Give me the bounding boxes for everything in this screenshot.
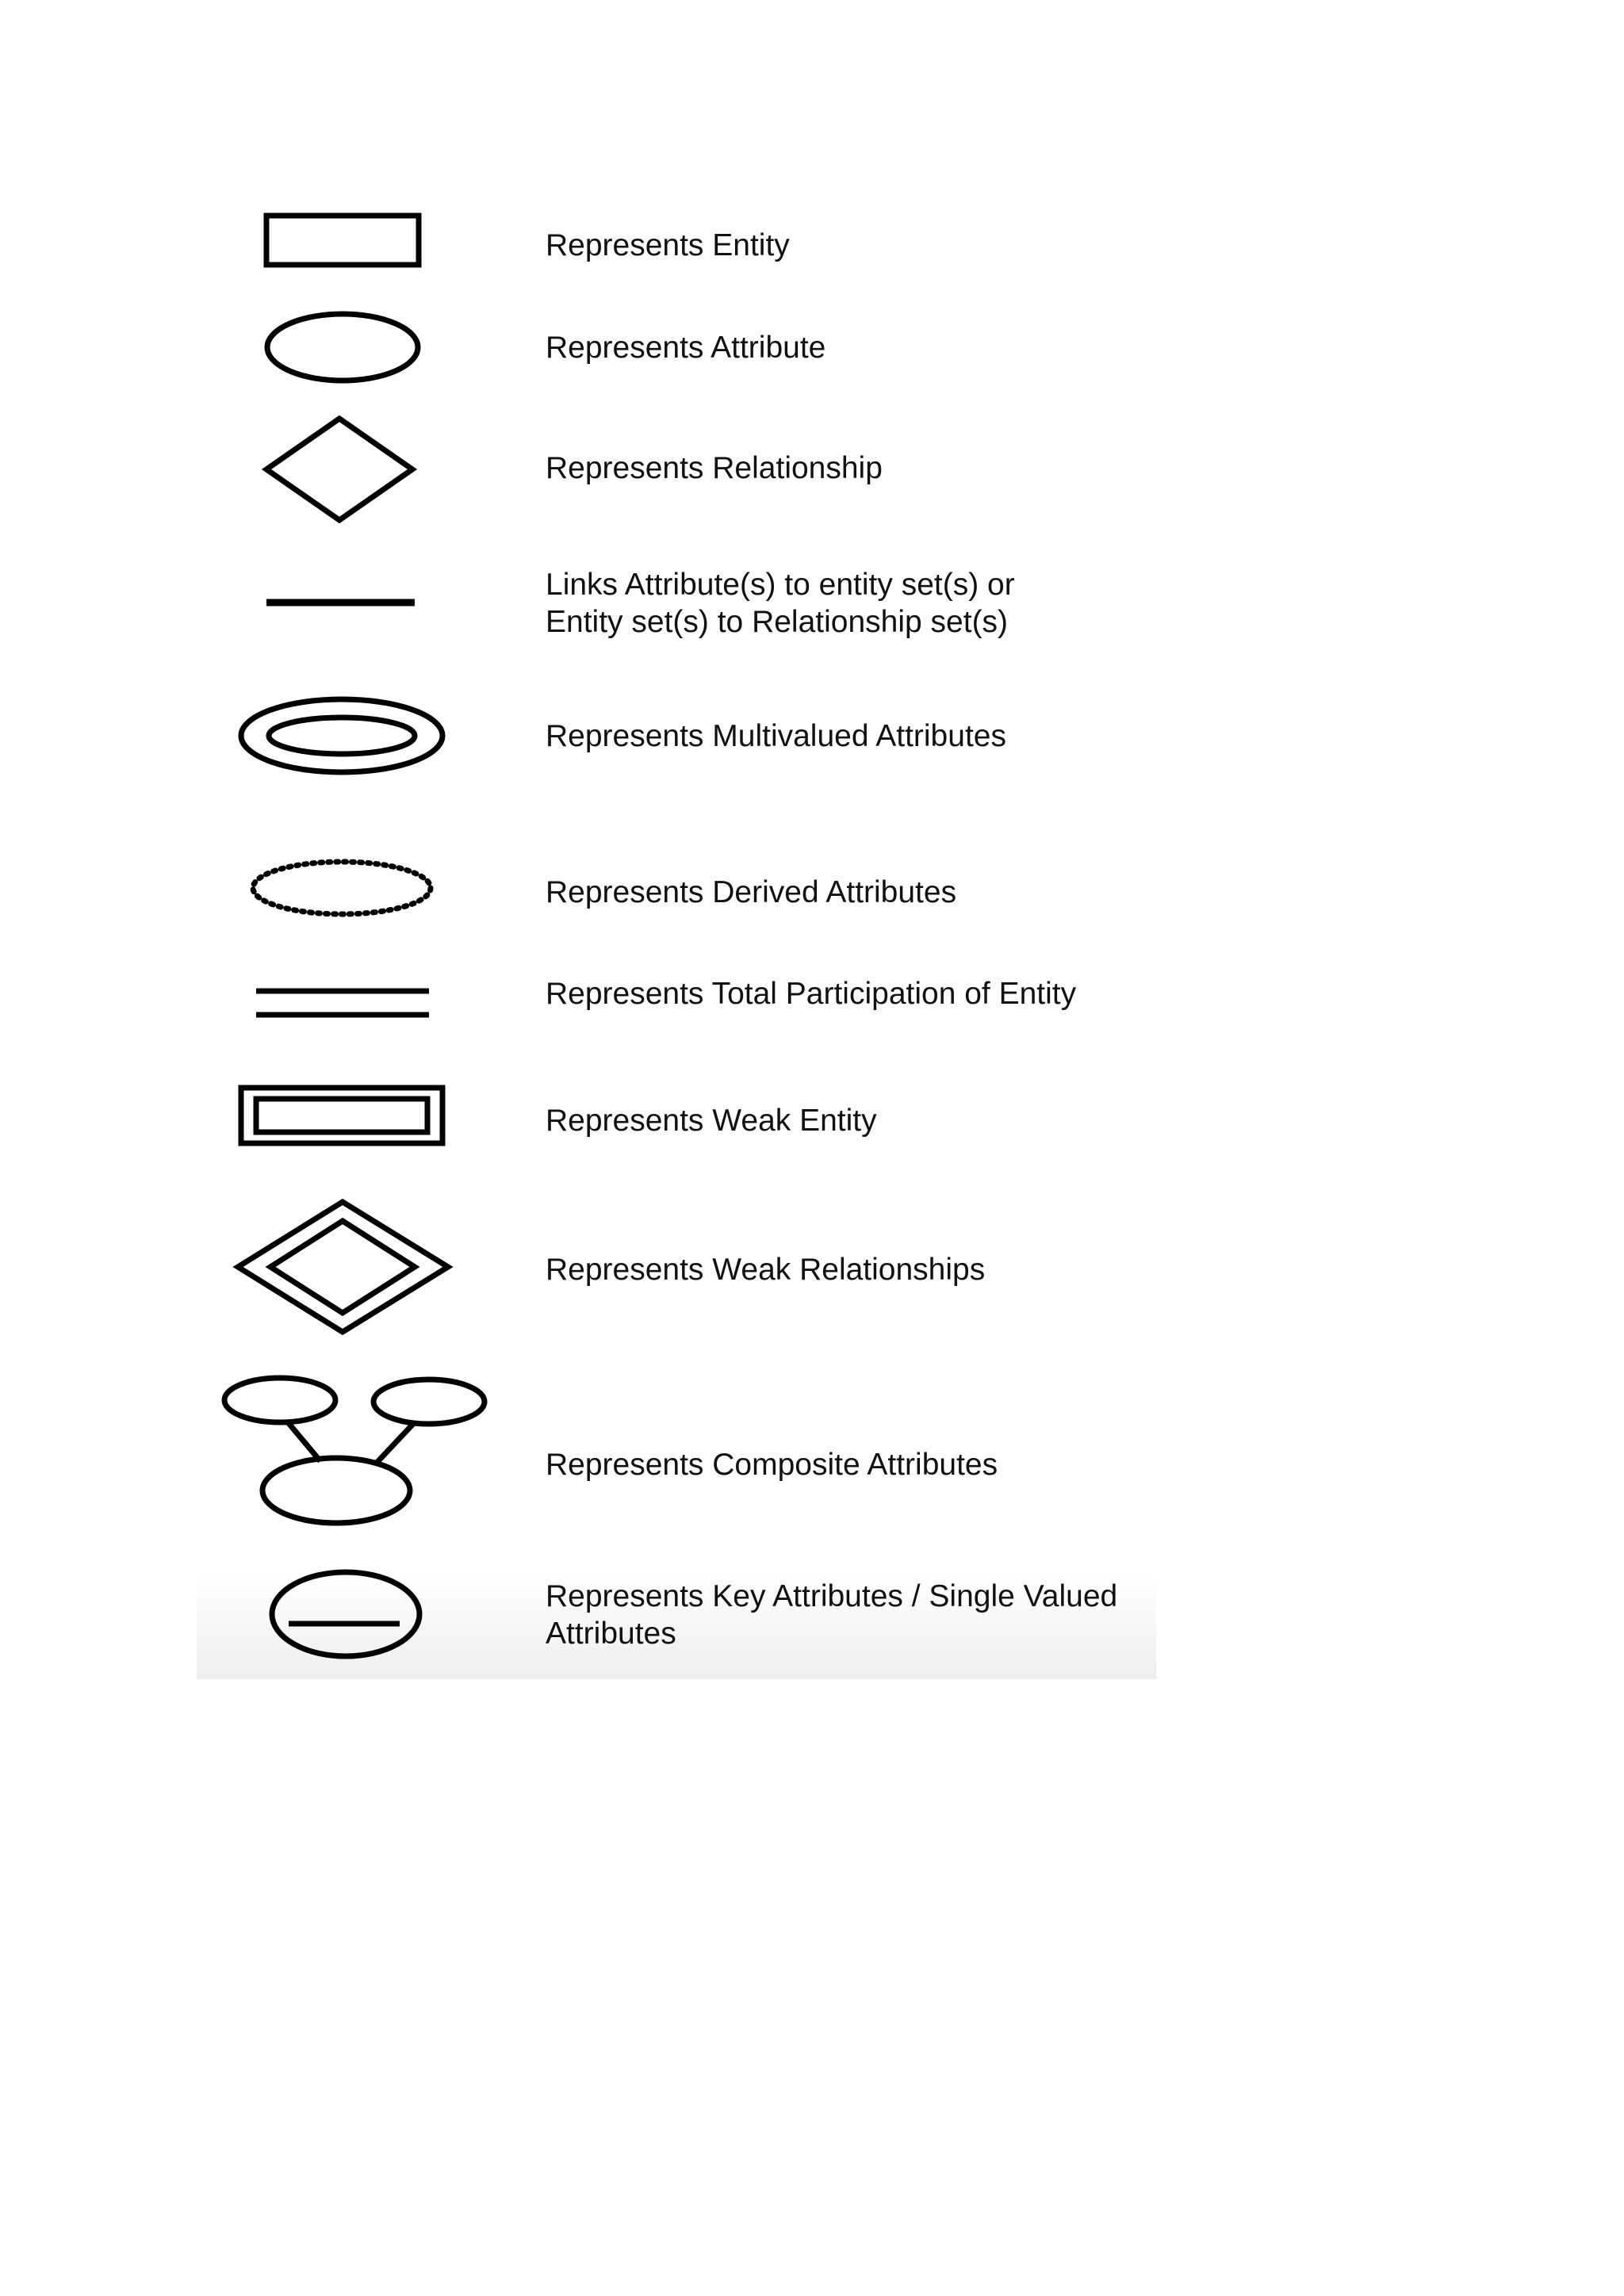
- legend-label-weak-relationship: Represents Weak Relationships: [546, 1253, 986, 1287]
- legend-label-composite: Represents Composite Attributes: [546, 1448, 998, 1482]
- legend-label-weak-entity: Represents Weak Entity: [546, 1104, 877, 1138]
- legend-label-multivalued: Represents Multivalued Attributes: [546, 719, 1006, 753]
- total-participation-double-line-icon: [256, 991, 429, 1015]
- entity-rectangle-icon: [266, 216, 419, 265]
- weak-relationship-double-diamond-icon: [238, 1202, 448, 1332]
- key-attribute-ellipse-icon: [272, 1572, 419, 1656]
- legend-label-entity: Represents Entity: [546, 228, 790, 262]
- legend-label-relationship: Represents Relationship: [546, 451, 883, 485]
- legend-label-attribute: Represents Attribute: [546, 331, 826, 365]
- legend-label-derived: Represents Derived Attributes: [546, 875, 957, 909]
- legend-label-link: Links Attribute(s) to entity set(s) or Entity set(s) to Relationship set(s): [546, 568, 1015, 639]
- weak-entity-double-rectangle-icon: [241, 1088, 442, 1143]
- multivalued-double-ellipse-icon: [241, 699, 442, 772]
- derived-dotted-ellipse-icon: [253, 862, 431, 914]
- legend-label-key-attribute: Represents Key Attributes / Single Valued Attributes: [546, 1579, 1118, 1651]
- composite-attribute-tree-icon: [224, 1378, 485, 1523]
- relationship-diamond-icon: [266, 419, 412, 520]
- attribute-ellipse-icon: [267, 314, 418, 381]
- legend-label-total-participation: Represents Total Participation of Entity: [546, 977, 1077, 1011]
